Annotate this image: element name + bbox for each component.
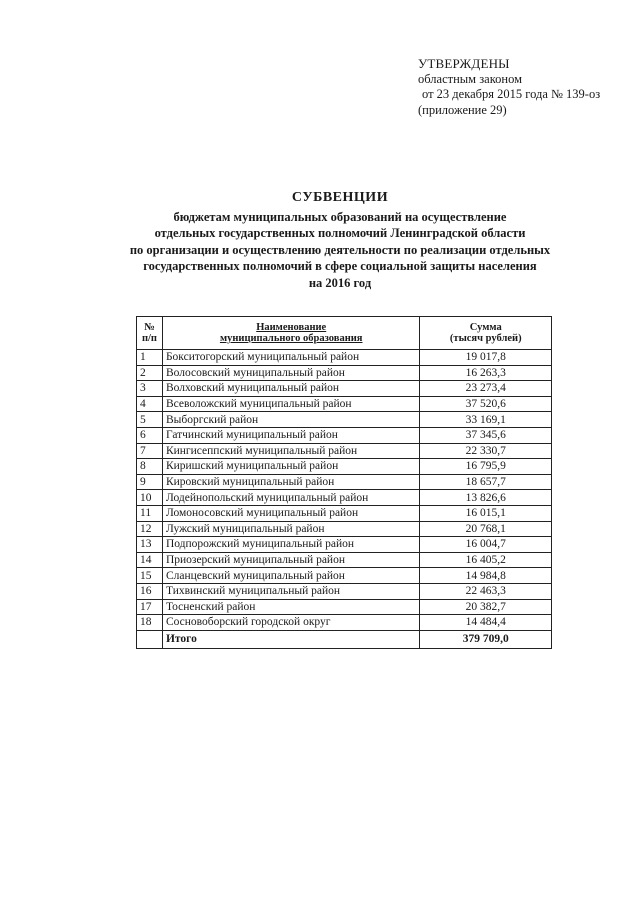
table-row [137,521,552,537]
row-municipality-name: Киришский муниципальный район [162,459,420,475]
row-number: 17 [137,599,163,615]
row-number: 18 [137,615,163,631]
table-row [137,537,552,553]
header-number-line-1: № [144,321,155,333]
header-name [162,317,420,350]
row-sum: 16 795,9 [420,459,552,475]
row-municipality-name: Тосненский район [162,599,420,615]
row-number: 5 [137,412,163,428]
row-municipality-name: Сланцевский муниципальный район [162,568,420,584]
row-sum: 23 273,4 [420,381,552,397]
row-municipality-name: Подпорожский муниципальный район [162,537,420,553]
row-sum: 16 015,1 [420,505,552,521]
row-sum: 22 463,3 [420,583,552,599]
row-sum: 14 484,4 [420,615,552,631]
row-number: 6 [137,427,163,443]
row-municipality-name: Всеволожский муниципальный район [162,396,420,412]
row-municipality-name: Сосновоборский городской округ [162,615,420,631]
table-header-row [137,317,552,350]
row-municipality-name: Приозерский муниципальный район [162,552,420,568]
subventions-table [136,316,552,649]
table-row [137,412,552,428]
row-number: 12 [137,521,163,537]
table-row [137,443,552,459]
row-sum: 37 345,6 [420,427,552,443]
table-row [137,381,552,397]
row-sum: 20 768,1 [420,521,552,537]
row-number: 11 [137,505,163,521]
row-sum: 33 169,1 [420,412,552,428]
table-row [137,474,552,490]
total-number-cell [137,630,163,648]
row-municipality-name: Волховский муниципальный район [162,381,420,397]
header-name-line-1: Наименование [256,321,327,333]
header-sum [420,317,552,350]
row-sum: 13 826,6 [420,490,552,506]
row-municipality-name: Выборгский район [162,412,420,428]
heading-line-1: бюджетам муниципальных образований на осуществление [173,209,507,224]
table-total-row [137,630,552,648]
approval-date-line: от 23 декабря 2015 года № 139-оз [422,87,601,101]
header-name-line-2: муниципального образования [219,333,363,344]
table-row [137,615,552,631]
row-number: 4 [137,396,163,412]
table-row [137,396,552,412]
header-number-line-2: п/п [141,333,157,344]
row-number: 2 [137,365,163,381]
total-label: Итого [162,630,420,648]
table-row [137,583,552,599]
heading-line-2: отдельных государственных полномочий Ленинградской области [154,226,526,240]
row-number: 9 [137,474,163,490]
row-municipality-name: Лужский муниципальный район [162,521,420,537]
row-number: 7 [137,443,163,459]
approval-appendix-line: (приложение 29) [418,102,507,117]
header-sum-line-2: (тысяч рублей) [449,333,522,344]
row-sum: 19 017,8 [420,350,552,366]
approval-title: УТВЕРЖДЕНЫ [418,56,510,71]
table-body [137,350,552,649]
row-number: 13 [137,537,163,553]
row-sum: 16 263,3 [420,365,552,381]
table-row [137,459,552,475]
header-number [137,317,163,350]
table-row [137,505,552,521]
row-municipality-name: Кингисеппский муниципальный район [162,443,420,459]
table-row [137,568,552,584]
table-row [137,350,552,366]
table-row [137,552,552,568]
row-municipality-name: Ломоносовский муниципальный район [162,505,420,521]
heading-line-4: государственных полномочий в сфере социальной защиты населения [143,259,537,273]
row-sum: 18 657,7 [420,474,552,490]
table-row [137,490,552,506]
row-number: 1 [137,350,163,366]
row-municipality-name: Гатчинский муниципальный район [162,427,420,443]
heading-line-3: по организации и осуществлению деятельности по реализации отдельных [129,242,551,257]
row-municipality-name: Тихвинский муниципальный район [162,583,420,599]
row-number: 8 [137,459,163,475]
row-sum: 16 004,7 [420,537,552,553]
document-heading [90,190,590,291]
row-number: 15 [137,568,163,584]
table-row [137,365,552,381]
document-title: СУБВЕНЦИИ [291,190,389,205]
row-sum: 20 382,7 [420,599,552,615]
row-sum: 37 520,6 [420,396,552,412]
approval-stamp [418,56,600,118]
row-sum: 14 984,8 [420,568,552,584]
total-sum: 379 709,0 [420,630,552,648]
row-municipality-name: Лодейнопольский муниципальный район [162,490,420,506]
row-number: 10 [137,490,163,506]
heading-line-5: на 2016 год [308,275,372,290]
row-municipality-name: Волосовский муниципальный район [162,365,420,381]
table-row [137,599,552,615]
row-number: 14 [137,552,163,568]
row-number: 16 [137,583,163,599]
row-number: 3 [137,381,163,397]
row-sum: 16 405,2 [420,552,552,568]
approval-law-line: областным законом [418,71,523,86]
row-municipality-name: Бокситогорский муниципальный район [162,350,420,366]
row-municipality-name: Кировский муниципальный район [162,474,420,490]
table-row [137,427,552,443]
header-sum-line-1: Сумма [469,321,502,333]
row-sum: 22 330,7 [420,443,552,459]
